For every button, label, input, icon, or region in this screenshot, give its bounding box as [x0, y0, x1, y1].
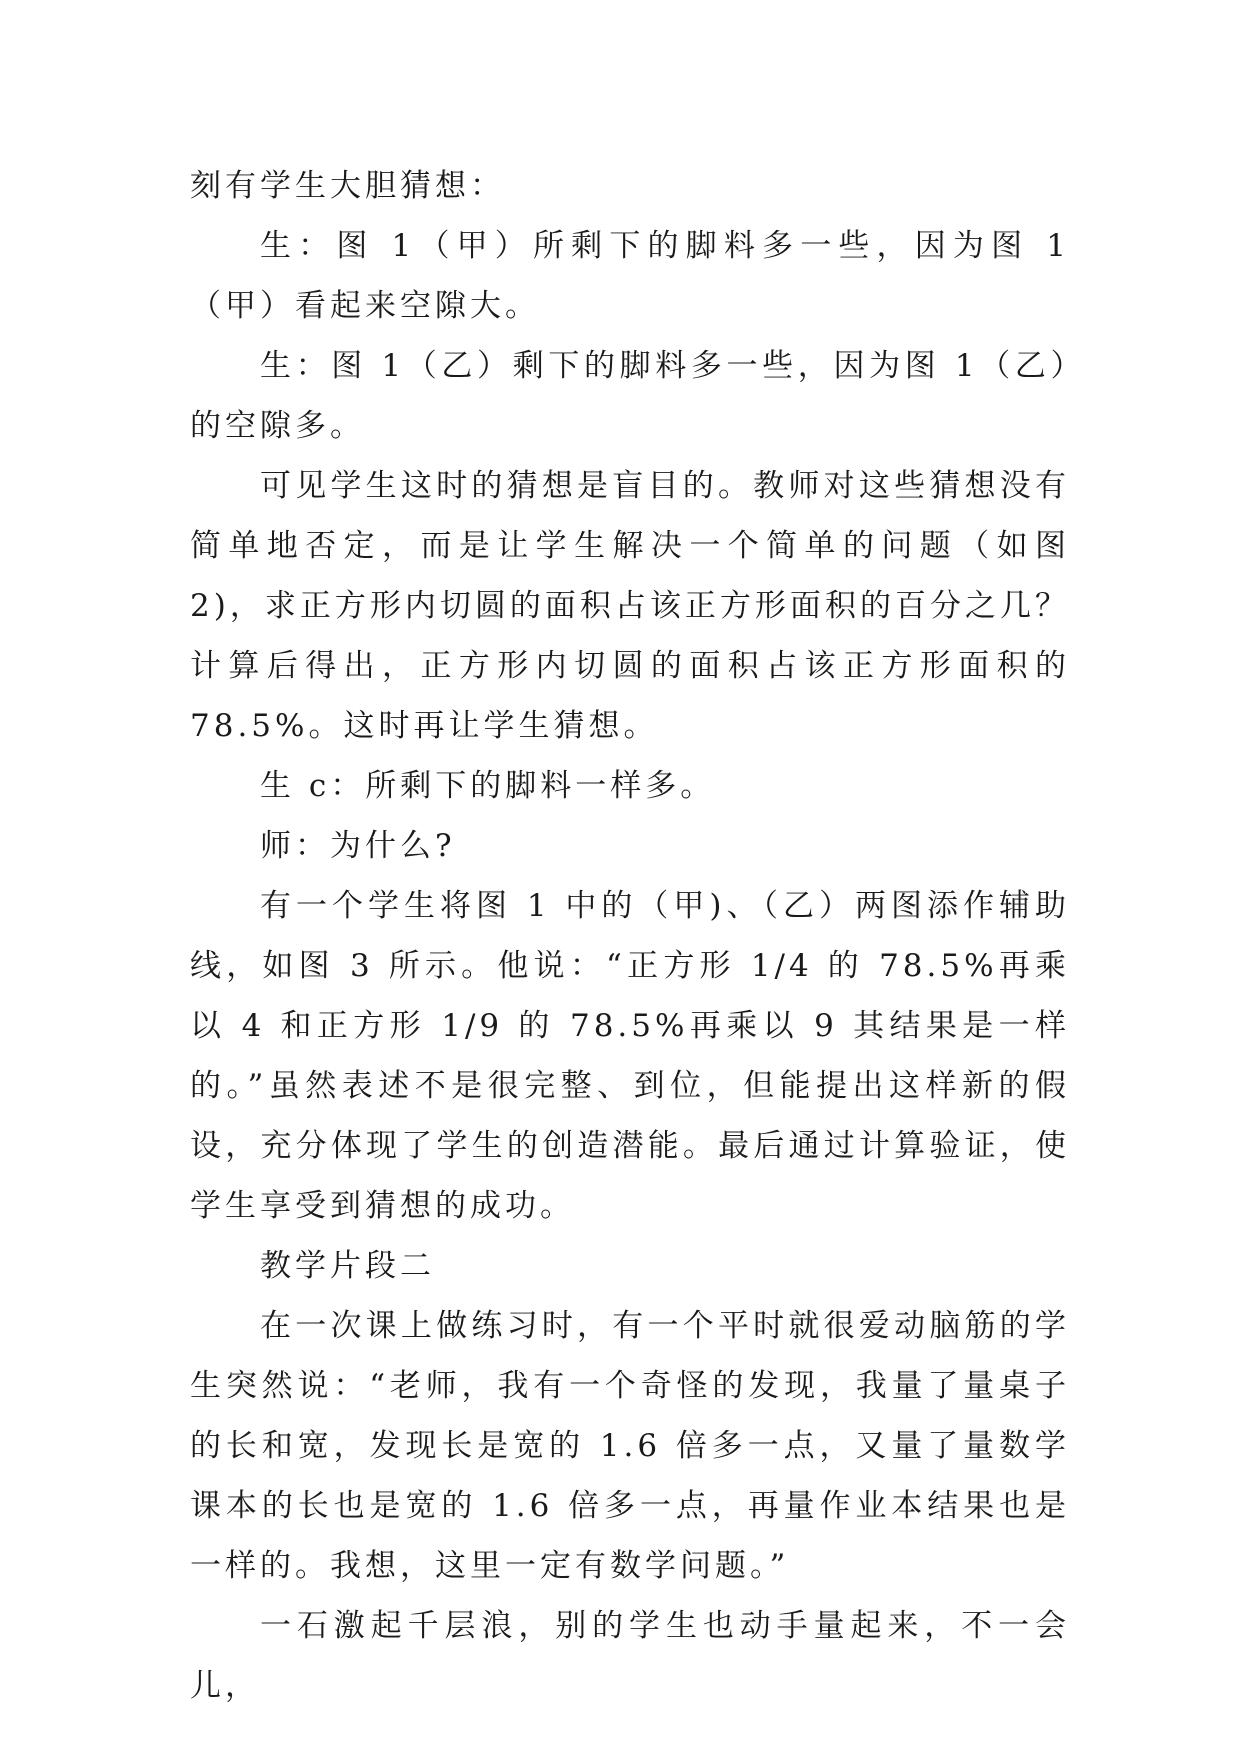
section-heading: 教学片段二	[260, 1248, 435, 1284]
paragraph-1: 刻有学生大胆猜想：	[190, 168, 505, 204]
paragraph-3: 生：图 1（乙）剩下的脚料多一些，因为图 1（乙）的空隙多。	[190, 348, 1070, 444]
paragraph-10: 一石激起千层浪，别的学生也动手量起来，不一会儿，	[190, 1608, 1070, 1704]
paragraph-6: 师：为什么?	[260, 828, 456, 864]
paragraph-2: 生：图 1（甲）所剩下的脚料多一些，因为图 1（甲）看起来空隙大。	[190, 228, 1070, 324]
document-body	[190, 156, 1070, 1716]
paragraph-7: 有一个学生将图 1 中的（甲)、（乙）两图添作辅助线，如图 3 所示。他说：“正方形 1/4 的 78.5%再乘以 4 和正方形 1/9 的 78.5%再乘以 9 其结果是一样的。”虽然表述不是很完整、到位，但能提出这样新的假设，充分体现了学生的创造潜能。最后通过计算验证，使学生享受到猜想的成功。	[190, 888, 1070, 1224]
paragraph-9: 在一次课上做练习时，有一个平时就很爱动脑筋的学生突然说：“老师，我有一个奇怪的发现，我量了量桌子的长和宽，发现长是宽的 1.6 倍多一点，又量了量数学课本的长也是宽的 1.6 倍多一点，再量作业本结果也是一样的。我想，这里一定有数学问题。”	[190, 1308, 1070, 1584]
paragraph-5: 生 c：所剩下的脚料一样多。	[260, 768, 716, 804]
paragraph-4: 可见学生这时的猜想是盲目的。教师对这些猜想没有简单地否定，而是让学生解决一个简单的问题（如图 2)，求正方形内切圆的面积占该正方形面积的百分之几？计算后得出，正方形内切圆的面积占该正方形面积的 78.5%。这时再让学生猜想。	[190, 468, 1070, 744]
